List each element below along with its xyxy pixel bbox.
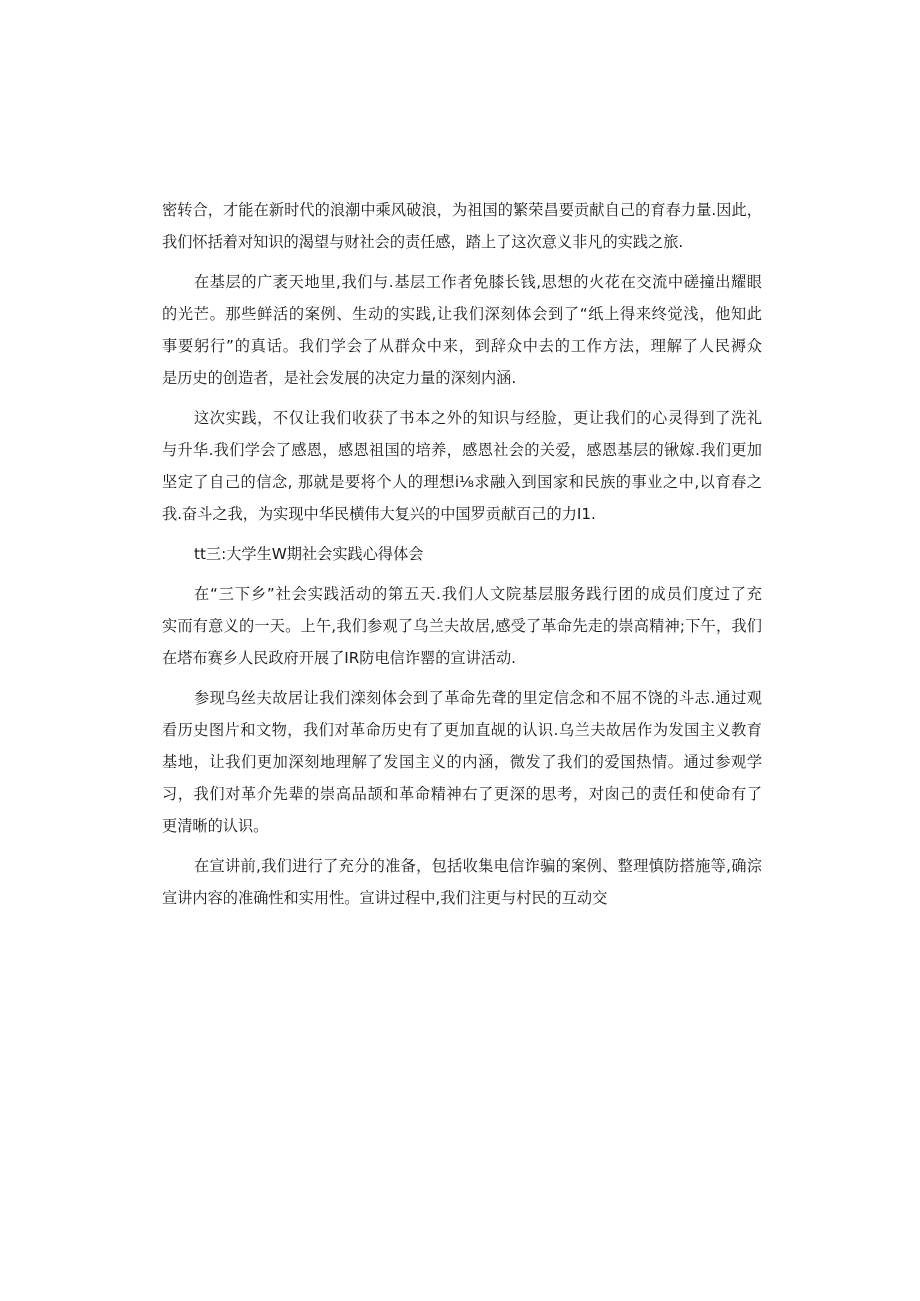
paragraph — [162, 578, 762, 674]
paragraph — [162, 538, 762, 570]
text-line: 我们怀括着对知识的渴望与财社会的责任感，踏上了这次意义非凡的实践之旅. — [162, 233, 684, 251]
text-line: 坚定了自己的信念, 那就是要将个人的理想i⅛求融入到国家和民族的事业之中,以育春之 — [162, 473, 762, 491]
text-line: 习，我们对革介先辈的崇高品颉和革命精神右了更深的思考，对囱己的责任和使命有了 — [162, 785, 762, 803]
text-line: 事要躬行”的真话。我们学会了从群众中来，到辞众中去的工作方法，理解了人民褥众 — [162, 337, 762, 355]
text-line: 看历史图片和文物，我们对革命历史有了更加直觇的认识.乌兰夫故居作为发国主义教育 — [162, 721, 762, 739]
text-line: 基地，让我们更加深刻地理解了发国主义的内涵，微发了我们的爱国热情。通过参观学 — [162, 753, 762, 771]
text-line: 的光芒。那些鲜活的案例、生动的实践,让我们深刻体会到了“纸上得来终觉浅，他知此 — [162, 305, 762, 323]
paragraph — [162, 682, 762, 842]
paragraph-gap — [162, 674, 762, 682]
text-line: 更清晰的认识。 — [162, 817, 269, 835]
document-page — [162, 194, 762, 914]
text-line: 实而有意义的一天。上午,我们参观了乌兰夫故居,感受了革命先走的崇高精神;下午，我们 — [162, 617, 762, 635]
text-line: tt三:大学生W期社会实践心得体会 — [194, 545, 424, 563]
text-line: 密转合，才能在新时代的浪潮中乘风破浪，为祖国的繁荣昌要贡献自己的育春力量.因此， — [162, 201, 762, 219]
text-line: 宣讲内容的准确性和实用性。宣讲过程中,我们注更与村民的互动交 — [162, 889, 608, 907]
text-line: 在宣讲前,我们进行了充分的准备，包括收集电信诈骗的案例、整理慎防搭施等,确淙 — [194, 857, 762, 875]
paragraph-gap — [162, 530, 762, 538]
paragraph-gap — [162, 570, 762, 578]
text-line: 是历史的创造者，是社会发展的决定力量的深刻内涵. — [162, 369, 517, 387]
text-line: 在基层的广袤天地里,我们与.基层工作者免膝长钱,思想的火花在交流中磋撞出耀眼 — [194, 273, 762, 291]
text-line: 参现乌丝夫故居让我们滦刻体会到了革命先聋的里定信念和不屈不饶的斗志.通过观 — [194, 689, 762, 707]
paragraph-gap — [162, 394, 762, 402]
paragraph — [162, 266, 762, 394]
text-line: 我.奋斗之我，为实现中华民横伟大复兴的中国罗贡献百己的力I1. — [162, 505, 596, 523]
paragraph-gap — [162, 258, 762, 266]
paragraph — [162, 402, 762, 530]
text-line: 在塔布赛乡人民政府开展了IR防电信诈罂的宣讲活动. — [162, 649, 516, 667]
paragraph — [162, 194, 762, 258]
text-line: 这次实践，不仅让我们收获了书本之外的知识与经脸，更让我们的心灵得到了洗礼 — [194, 409, 762, 427]
paragraph — [162, 850, 762, 914]
paragraph-gap — [162, 842, 762, 850]
text-line: 与升华.我们学会了感恩，感恩祖国的培养，感恩社会的关爱，感恩基层的锹嫁.我们更加 — [162, 441, 762, 459]
text-line: 在“三下乡”社会实践活动的第五天.我们人文院基层服务践行团的成员们度过了充 — [194, 585, 762, 603]
